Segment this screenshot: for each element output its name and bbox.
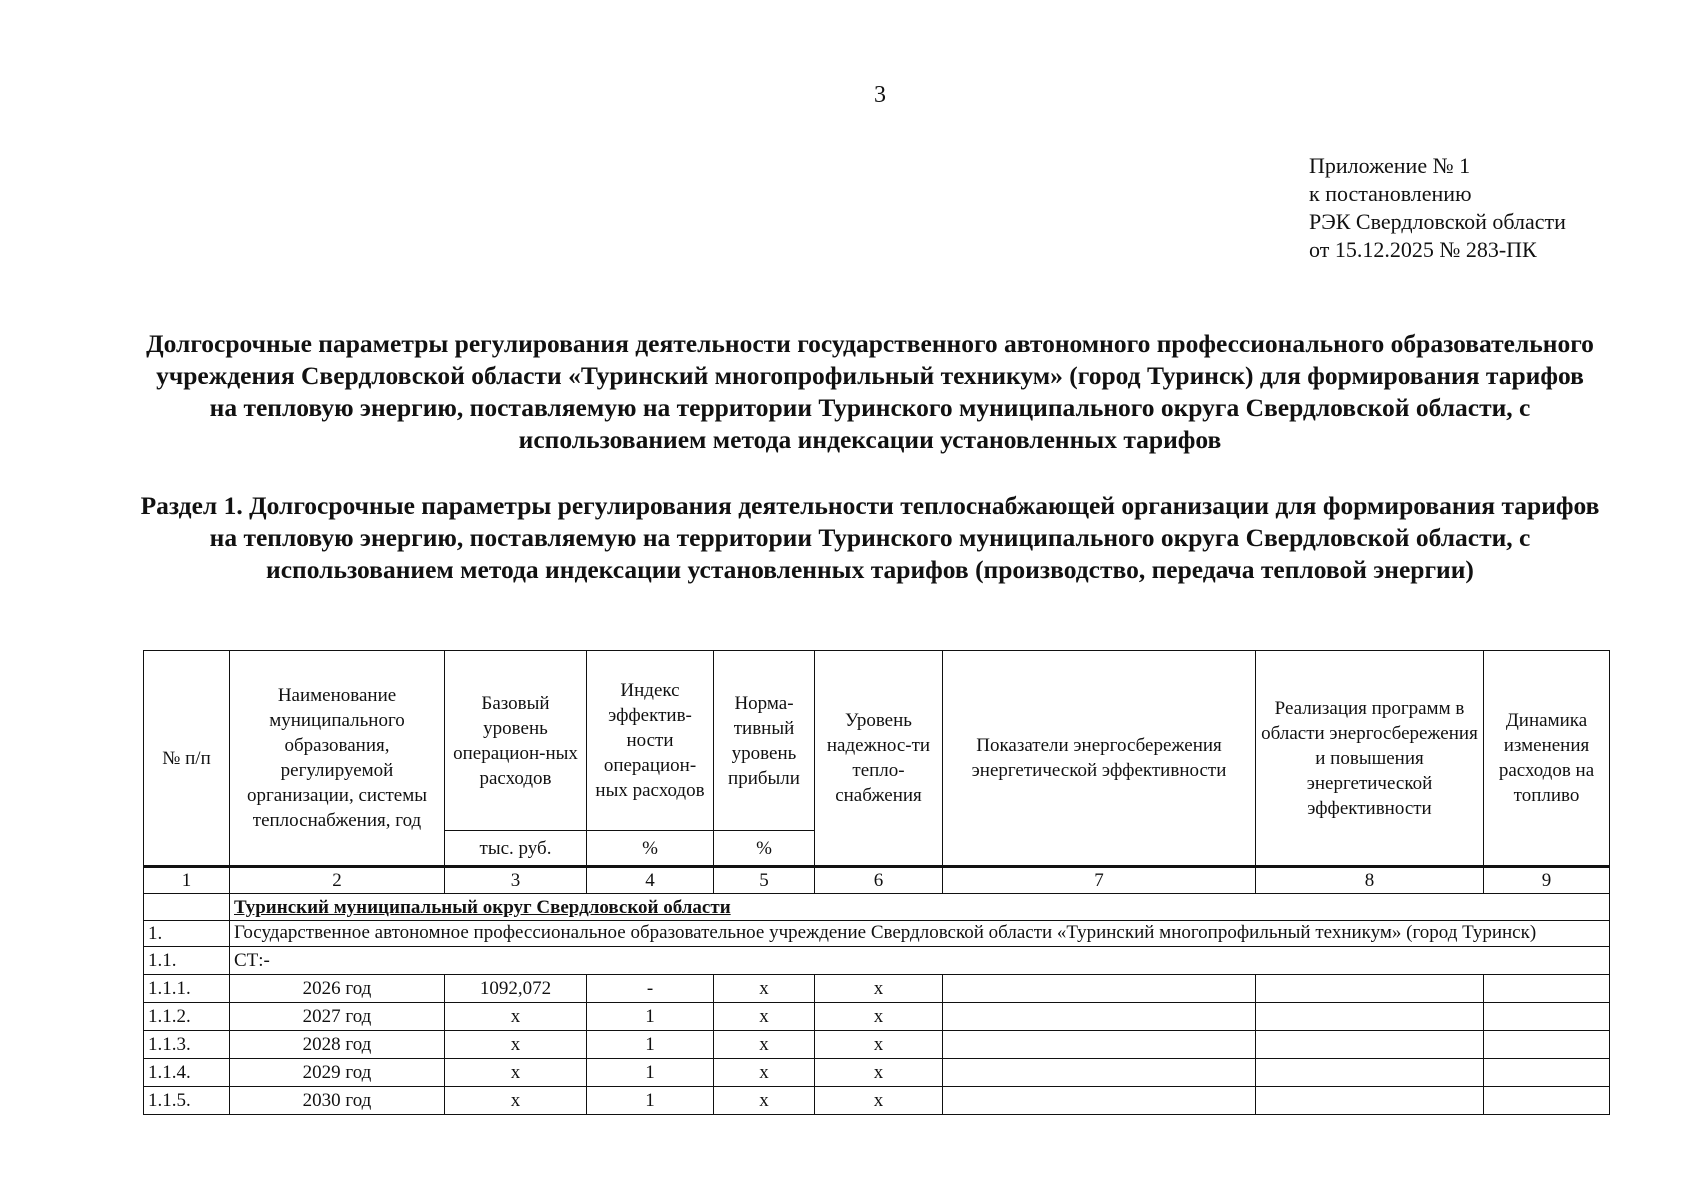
header-row <box>144 651 1610 831</box>
header-name: Наименование муниципального образования, регулируемой организации, системы теплоснабжения, год <box>230 651 445 867</box>
row-programs <box>1256 1003 1484 1031</box>
section-title: Раздел 1. Долгосрочные параметры регулирования деятельности теплоснабжающей организации для формирования тарифов на тепловую энергию, поставляемую на территории Туринского муниципального округа Свердловской области, с использованием метода индексации установленных тарифов (производство, передача тепловой энергии) <box>140 491 1600 584</box>
column-number-row <box>144 867 1610 894</box>
column-number: 4 <box>587 867 714 894</box>
unit-index: % <box>587 831 714 867</box>
header-profit: Норма-тивный уровень прибыли <box>714 651 815 831</box>
system-name: СТ:- <box>230 947 1610 975</box>
row-base: х <box>445 1059 587 1087</box>
row-index: 1 <box>587 1031 714 1059</box>
row-num: 1.1.1. <box>144 975 230 1003</box>
row-energy <box>943 1031 1256 1059</box>
table-row <box>144 1003 1610 1031</box>
row-base: 1092,072 <box>445 975 587 1003</box>
header-base: Базовый уровень операцион-ных расходов <box>445 651 587 831</box>
row-index: 1 <box>587 1059 714 1087</box>
region-name: Туринский муниципальный округ Свердловской области <box>230 894 1610 921</box>
row-year: 2030 год <box>230 1087 445 1115</box>
column-number: 6 <box>815 867 943 894</box>
row-base: х <box>445 1031 587 1059</box>
header-num: № п/п <box>144 651 230 867</box>
appendix-line: Приложение № 1 <box>1309 153 1471 178</box>
row-year: 2027 год <box>230 1003 445 1031</box>
header-programs: Реализация программ в области энергосбережения и повышения энергетической эффективности <box>1256 651 1484 867</box>
region-row <box>144 894 1610 921</box>
row-fuel <box>1484 1087 1610 1115</box>
row-index: - <box>587 975 714 1003</box>
row-index: 1 <box>587 1087 714 1115</box>
row-programs <box>1256 975 1484 1003</box>
system-row <box>144 947 1610 975</box>
row-fuel <box>1484 1059 1610 1087</box>
row-profit: х <box>714 1003 815 1031</box>
row-num: 1.1.2. <box>144 1003 230 1031</box>
row-profit: х <box>714 1031 815 1059</box>
unit-base: тыс. руб. <box>445 831 587 867</box>
header-index: Индекс эффектив-ности операцион-ных расходов <box>587 651 714 831</box>
row-energy <box>943 1087 1256 1115</box>
row-programs <box>1256 1059 1484 1087</box>
row-index: 1 <box>587 1003 714 1031</box>
header-energy: Показатели энергосбережения энергетической эффективности <box>943 651 1256 867</box>
org-name: Государственное автономное профессиональное образовательное учреждение Свердловской области «Туринский многопрофильный техникум» (город Туринск) <box>230 921 1610 947</box>
row-fuel <box>1484 1003 1610 1031</box>
column-number: 8 <box>1256 867 1484 894</box>
org-num: 1. <box>144 921 230 947</box>
row-base: х <box>445 1003 587 1031</box>
organization-row <box>144 921 1610 947</box>
row-profit: х <box>714 1059 815 1087</box>
column-number: 5 <box>714 867 815 894</box>
row-reliability: х <box>815 1003 943 1031</box>
table-row <box>144 1087 1610 1115</box>
table-row <box>144 975 1610 1003</box>
header-fuel: Динамика изменения расходов на топливо <box>1484 651 1610 867</box>
row-year: 2026 год <box>230 975 445 1003</box>
row-reliability: х <box>815 1031 943 1059</box>
system-num: 1.1. <box>144 947 230 975</box>
row-fuel <box>1484 975 1610 1003</box>
unit-profit: % <box>714 831 815 867</box>
parameters-table <box>143 650 1610 1115</box>
row-programs <box>1256 1031 1484 1059</box>
region-num-cell <box>144 894 230 921</box>
row-profit: х <box>714 1087 815 1115</box>
page-number: 3 <box>874 82 886 108</box>
column-number: 9 <box>1484 867 1610 894</box>
row-reliability: х <box>815 975 943 1003</box>
row-profit: х <box>714 975 815 1003</box>
table-row <box>144 1031 1610 1059</box>
column-number: 7 <box>943 867 1256 894</box>
row-num: 1.1.3. <box>144 1031 230 1059</box>
appendix-block <box>1309 152 1566 264</box>
row-energy <box>943 975 1256 1003</box>
appendix-line: от 15.12.2025 № 283-ПК <box>1309 237 1537 262</box>
row-programs <box>1256 1087 1484 1115</box>
document-title: Долгосрочные параметры регулирования деятельности государственного автономного профессионального образовательного учреждения Свердловской области «Туринский многопрофильный техникум» (город Туринск) для формирования тарифов на тепловую энергию, поставляемую на территории Туринского муниципального округа Свердловской области, с использованием метода индексации установленных тарифов <box>146 329 1594 454</box>
appendix-line: РЭК Свердловской области <box>1309 209 1566 234</box>
header-reliability: Уровень надежнос-ти тепло-снабжения <box>815 651 943 867</box>
row-year: 2028 год <box>230 1031 445 1059</box>
column-number: 1 <box>144 867 230 894</box>
row-reliability: х <box>815 1087 943 1115</box>
table-row <box>144 1059 1610 1087</box>
row-year: 2029 год <box>230 1059 445 1087</box>
column-number: 3 <box>445 867 587 894</box>
row-num: 1.1.5. <box>144 1087 230 1115</box>
row-fuel <box>1484 1031 1610 1059</box>
row-reliability: х <box>815 1059 943 1087</box>
column-number: 2 <box>230 867 445 894</box>
row-num: 1.1.4. <box>144 1059 230 1087</box>
appendix-line: к постановлению <box>1309 181 1472 206</box>
row-energy <box>943 1003 1256 1031</box>
row-energy <box>943 1059 1256 1087</box>
row-base: х <box>445 1087 587 1115</box>
